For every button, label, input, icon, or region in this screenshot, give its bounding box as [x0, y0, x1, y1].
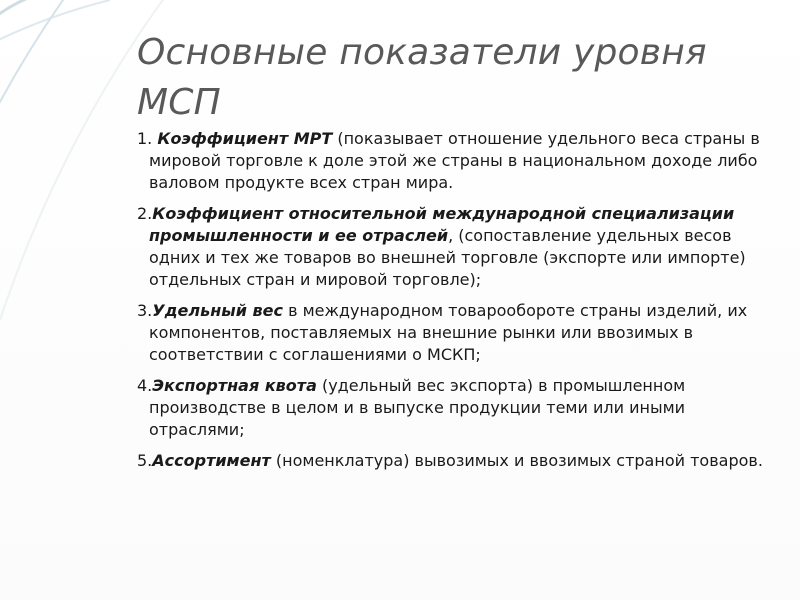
item-term: Ассортимент	[152, 451, 271, 470]
slide-title: Основные показатели уровня МСП	[137, 32, 707, 123]
list-item	[137, 203, 777, 291]
item-term: Экспортная квота	[152, 376, 317, 395]
item-description: (номенклатура) вывозимых и ввозимых страной товаров.	[270, 451, 763, 470]
list-item	[137, 450, 777, 472]
item-number: 4.	[137, 376, 153, 395]
item-description: (удельный вес экспорта) в промышленном производстве в целом и в выпуске продукции теми или иными отраслями;	[149, 376, 686, 439]
list-item	[137, 300, 777, 366]
item-number: 5.	[137, 451, 153, 470]
indicator-list	[137, 128, 777, 481]
item-description: в международном товарообороте страны изделий, их компонентов, поставляемых на внешние рынки или ввозимых в соответствии с соглашениями о МСКП;	[149, 301, 748, 364]
item-term: Коэффициент МРТ	[157, 129, 333, 148]
list-item	[137, 375, 777, 441]
item-number: 1.	[137, 129, 158, 148]
list-item	[137, 128, 777, 194]
item-number: 3.	[137, 301, 153, 320]
item-number: 2.	[137, 204, 153, 223]
item-description: (показывает отношение удельного веса страны в мировой торговле к доле этой же страны в национальном доходе либо валовом продукте всех стран мира.	[149, 129, 760, 192]
item-description: , (сопоставление удельных весов одних и тех же товаров во внешней торговле (экспорте или импорте) отдельных стран и мировой торговле);	[149, 226, 746, 289]
item-term: Удельный вес	[152, 301, 283, 320]
item-term: Коэффициент относительной международной специализации промышленности и ее отраслей	[149, 204, 735, 245]
